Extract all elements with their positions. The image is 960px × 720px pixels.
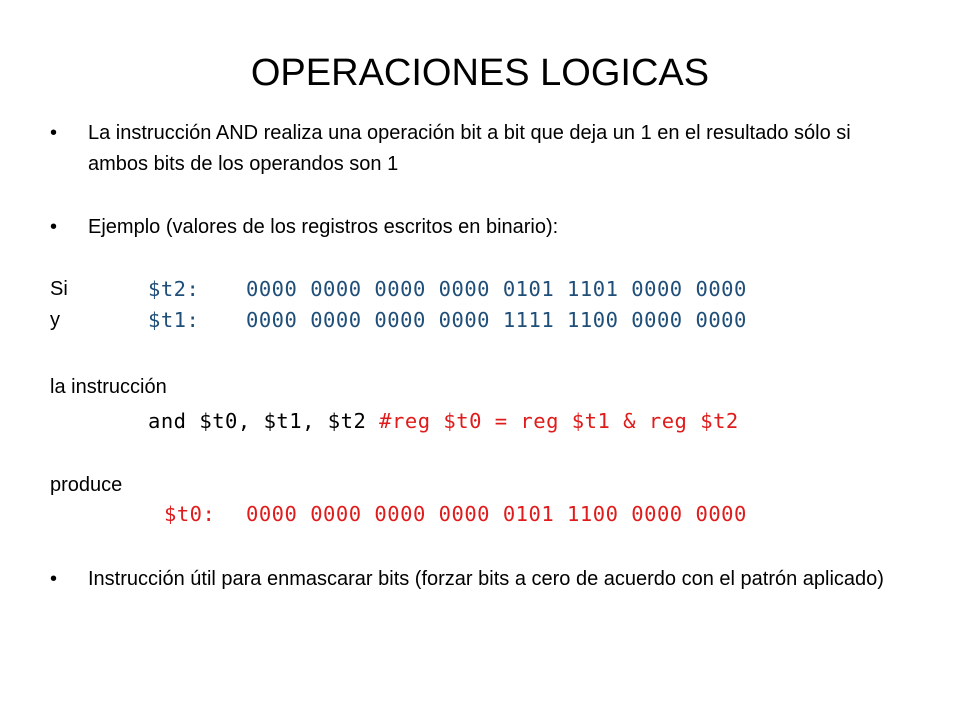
produce-label: produce [50, 474, 123, 496]
register-t0-label: $t0: [164, 502, 216, 526]
instruction-code: and $t0, $t1, $t2 [148, 409, 367, 433]
register-t1-label: $t1: [148, 308, 200, 332]
register-t1-value: 0000 0000 0000 0000 1111 1100 0000 0000 [246, 308, 747, 332]
register-t0-value: 0000 0000 0000 0000 0101 1100 0000 0000 [246, 502, 747, 526]
bullet-text: Instrucción útil para enmascarar bits (forzar bits a cero de acuerdo con el patrón aplicado) [88, 568, 884, 590]
example-prefix-si: Si [50, 278, 68, 300]
bullet-icon: • [50, 216, 58, 238]
bullet-text: La instrucción AND realiza una operación bit a bit que deja un 1 en el resultado sólo si ambos bits de los operandos son 1 [88, 122, 851, 175]
instruction-comment: #reg $t0 = reg $t1 & reg $t2 [379, 409, 739, 433]
slide-title: OPERACIONES LOGICAS [250, 52, 710, 94]
bullet-and-description [50, 118, 900, 180]
bullet-masking-use [50, 564, 900, 595]
bullet-icon: • [50, 122, 58, 144]
instruction-intro: la instrucción [50, 376, 167, 398]
instruction-line [148, 406, 739, 437]
bullet-icon: • [50, 568, 58, 590]
bullet-text: Ejemplo (valores de los registros escritos en binario): [88, 216, 559, 238]
register-t2-label: $t2: [148, 277, 200, 301]
bullet-example [50, 212, 900, 243]
example-prefix-y: y [50, 309, 60, 331]
register-t2-value: 0000 0000 0000 0000 0101 1101 0000 0000 [246, 277, 747, 301]
